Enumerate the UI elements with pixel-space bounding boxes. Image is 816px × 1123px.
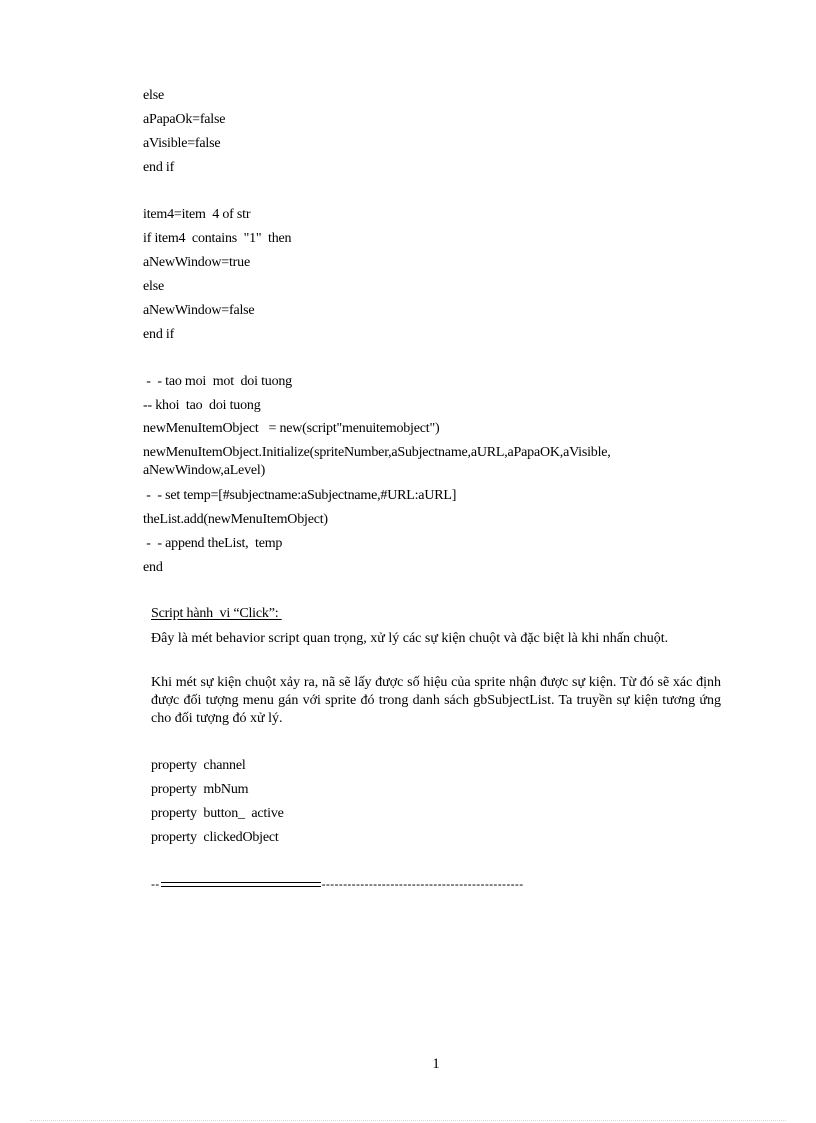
comment-line: - - set temp=[#subjectname:aSubjectname,#URL:aURL] xyxy=(143,488,457,503)
page-bottom-edge xyxy=(30,1120,786,1121)
comment-line: -- khoi tao doi tuong xyxy=(143,398,261,413)
double-rule xyxy=(161,882,321,887)
code-line: aVisible=false xyxy=(143,136,221,151)
comment-line: - - append theList, temp xyxy=(143,536,283,551)
comment-line: - - tao moi mot doi tuong xyxy=(143,374,292,389)
code-line: property channel xyxy=(151,758,246,773)
paragraph: Đây là mét behavior script quan trọng, xử lý các sự kiện chuột và đặc biệt là khi nhấn chuột. xyxy=(151,631,669,646)
code-line: else xyxy=(143,279,164,294)
dashed-rule-left: -- xyxy=(151,877,160,891)
code-line: if item4 contains "1" then xyxy=(143,231,292,246)
separator-rule xyxy=(151,876,524,892)
code-line: end xyxy=(143,560,163,575)
code-line: property mbNum xyxy=(151,782,249,797)
code-line: end if xyxy=(143,160,175,175)
section-heading: Script hành vi “Click”: xyxy=(151,606,282,621)
code-line: newMenuItemObject.Initialize(spriteNumber,aSubjectname,aURL,aPapaOK,aVisible, xyxy=(143,445,611,460)
page-number: 1 xyxy=(432,1056,440,1072)
code-line: aPapaOk=false xyxy=(143,112,226,127)
code-line: theList.add(newMenuItemObject) xyxy=(143,512,328,527)
code-line: aNewWindow=true xyxy=(143,255,250,270)
paragraph: Khi mét sự kiện chuột xảy ra, nã sẽ lấy được số hiệu của sprite nhận được sự kiện. Từ đó sẽ xác định được đối tượng menu gán với sprite đó trong danh sách gbSubjectList. Ta truyền sự kiện tương ứng cho đối tượng đó xử lý. xyxy=(151,675,721,726)
code-line: newMenuItemObject = new(script"menuitemobject") xyxy=(143,421,440,436)
code-line: end if xyxy=(143,327,175,342)
dashed-rule-right: ----------------------------------------------- xyxy=(321,877,524,891)
code-line: item4=item 4 of str xyxy=(143,207,251,222)
code-line: aNewWindow,aLevel) xyxy=(143,463,266,478)
code-line: property button_ active xyxy=(151,806,284,821)
code-line: property clickedObject xyxy=(151,830,279,845)
code-line: else xyxy=(143,88,164,103)
code-line: aNewWindow=false xyxy=(143,303,255,318)
